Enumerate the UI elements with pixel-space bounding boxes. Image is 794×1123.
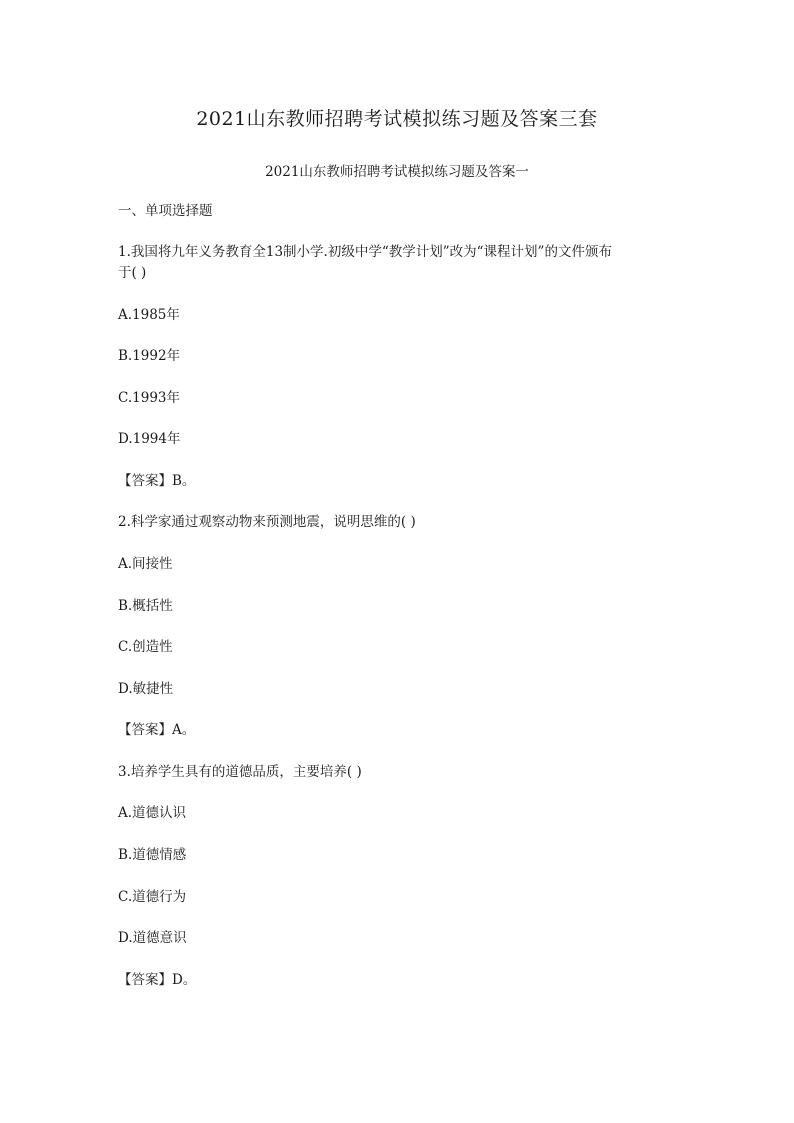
answer: 【答案】B。 [118, 473, 196, 489]
question-stem: 3.培养学生具有的道德品质，主要培养( ) [118, 764, 362, 780]
option-c: C.1993年 [118, 390, 180, 406]
question-stem-continued: 于( ) [118, 265, 147, 281]
section-heading: 一、单项选择题 [118, 203, 213, 219]
question-stem: 2.科学家通过观察动物来预测地震，说明思维的( ) [118, 514, 416, 530]
document-subtitle: 2021山东教师招聘考试模拟练习题及答案一 [265, 164, 529, 180]
answer: 【答案】A。 [118, 722, 196, 738]
option-c: C.创造性 [118, 639, 173, 655]
answer: 【答案】D。 [118, 972, 197, 988]
question-stem: 1.我国将九年义务教育全13制小学.初级中学“教学计划”改为“课程计划”的文件颁布 [118, 244, 612, 260]
option-a: A.1985年 [118, 307, 180, 323]
option-b: B.道德情感 [118, 847, 187, 863]
option-a: A.道德认识 [118, 805, 187, 821]
document-title: 2021山东教师招聘考试模拟练习题及答案三套 [196, 108, 598, 130]
option-d: D.敏捷性 [118, 681, 174, 697]
option-b: B.概括性 [118, 598, 173, 614]
option-c: C.道德行为 [118, 889, 187, 905]
option-a: A.间接性 [118, 556, 173, 572]
option-b: B.1992年 [118, 348, 181, 364]
option-d: D.1994年 [118, 431, 181, 447]
option-d: D.道德意识 [118, 930, 187, 946]
